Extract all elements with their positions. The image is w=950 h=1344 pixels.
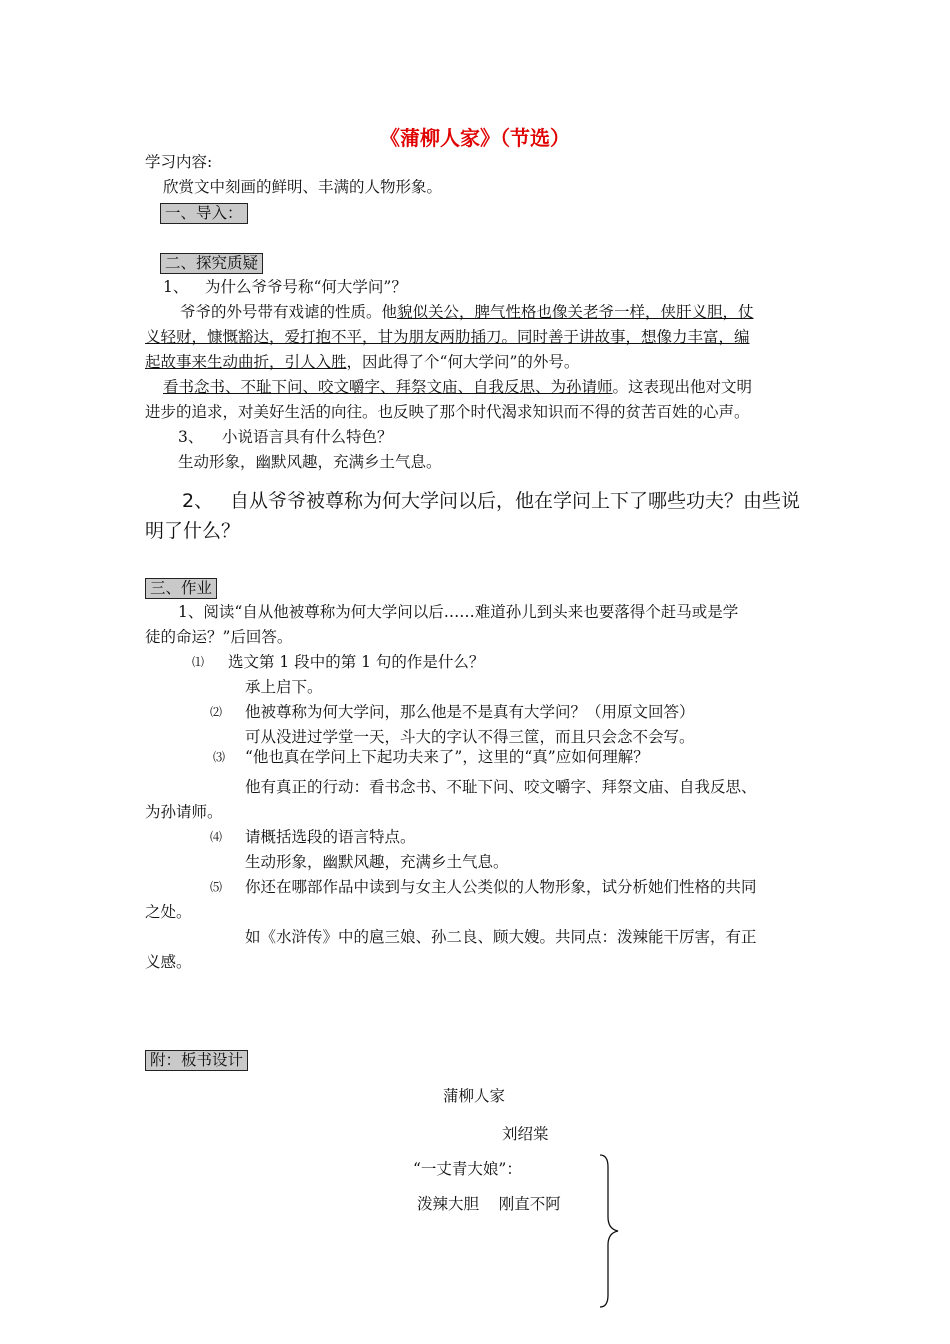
right-brace-icon bbox=[596, 1153, 626, 1309]
q2-number: 2、 bbox=[182, 490, 214, 512]
hw-item5-answer-cont: 义感。 bbox=[145, 953, 192, 971]
page-title: 《蒲柳人家》（节选） bbox=[380, 126, 570, 150]
q1-answer-line5: 进步的追求，对美好生活的向往。也反映了那个时代渴求知识而不得的贫苦百姓的心声。 bbox=[145, 403, 750, 421]
q1-question: 为什么爷爷号称“何大学问”？ bbox=[205, 278, 407, 296]
q1-answer-line1: 爷爷的外号带有戏谑的性质。他貌似关公，脾气性格也像关老爷一样，侠肝义胆，仗 bbox=[180, 303, 754, 321]
study-label: 学习内容: bbox=[145, 153, 213, 171]
board-title: 蒲柳人家 bbox=[443, 1087, 506, 1105]
hw-item3-number: ⑶ bbox=[213, 750, 226, 764]
study-content: 欣赏文中刻画的鲜明、丰满的人物形象。 bbox=[163, 178, 443, 196]
q1-answer-line2: 义轻财，慷慨豁达，爱打抱不平，甘为朋友两肋插刀。同时善于讲故事，想像力丰富，编 bbox=[145, 328, 750, 346]
hw-item3-answer: 他有真正的行动：看书念书、不耻下问、咬文嚼字、拜祭文庙、自我反思、 bbox=[245, 778, 757, 796]
q1-answer-line3: 起故事来生动曲折，引人入胜，因此得了个“何大学问”的外号。 bbox=[145, 353, 580, 371]
hw-item3-question: “他也真在学问上下起功夫来了”，这里的“真”应如何理解？ bbox=[245, 748, 649, 766]
hw-item3-answer-cont: 为孙请师。 bbox=[145, 803, 223, 821]
hw-item4-question: 请概括选段的语言特点。 bbox=[245, 828, 416, 846]
q1-answer-line4: 看书念书、不耻下问、咬文嚼字、拜祭文庙、自我反思、为孙请师。这表现出他对文明 bbox=[163, 378, 753, 396]
hw-item4-answer: 生动形象，幽默风趣，充满乡土气息。 bbox=[245, 853, 509, 871]
section-inquiry-heading: 二、探究质疑 bbox=[160, 253, 263, 274]
hw-item1-number: ⑴ bbox=[192, 655, 205, 669]
q2-line1: 自从爷爷被尊称为何大学问以后，他在学问上下了哪些功夫？由些说 bbox=[230, 490, 801, 512]
hw-item5-number: ⑸ bbox=[210, 880, 223, 894]
hw-intro-line1: 1、阅读“自从他被尊称为何大学问以后……难道孙儿到头来也要落得个赶马或是学 bbox=[178, 603, 739, 621]
board-nickname: “一丈青大娘”： bbox=[413, 1160, 522, 1178]
section-intro-heading: 一、导入： bbox=[160, 203, 248, 224]
q2-line2: 明了什么？ bbox=[145, 520, 241, 542]
board-heading: 附：板书设计 bbox=[145, 1050, 248, 1071]
hw-item4-number: ⑷ bbox=[210, 830, 223, 844]
hw-item1-question: 选文第 1 段中的第 1 句的作是什么？ bbox=[228, 653, 485, 671]
hw-item5-question: 你还在哪部作品中读到与女主人公类似的人物形象，试分析她们性格的共同 bbox=[245, 878, 757, 896]
hw-item1-answer: 承上启下。 bbox=[245, 678, 323, 696]
hw-intro-line2: 徒的命运？”后回答。 bbox=[145, 628, 293, 646]
q3-answer: 生动形象，幽默风趣，充满乡土气息。 bbox=[178, 453, 442, 471]
q3-number: 3、 bbox=[178, 428, 204, 446]
q3-question: 小说语言具有什么特色？ bbox=[222, 428, 393, 446]
board-author: 刘绍棠 bbox=[502, 1125, 549, 1143]
hw-item5-answer: 如《水浒传》中的扈三娘、孙二良、顾大嫂。共同点：泼辣能干厉害，有正 bbox=[245, 928, 757, 946]
hw-item2-question: 他被尊称为何大学问，那么他是不是真有大学问？（用原文回答） bbox=[245, 703, 695, 721]
hw-item2-number: ⑵ bbox=[210, 705, 223, 719]
q1-number: 1、 bbox=[163, 278, 189, 296]
board-traits: 泼辣大胆 刚直不阿 bbox=[417, 1195, 561, 1213]
hw-item5-question-cont: 之处。 bbox=[145, 903, 192, 921]
section-homework-heading: 三、作业 bbox=[145, 578, 217, 599]
hw-item2-answer: 可从没进过学堂一天，斗大的字认不得三筐，而且只会念不会写。 bbox=[245, 728, 695, 746]
